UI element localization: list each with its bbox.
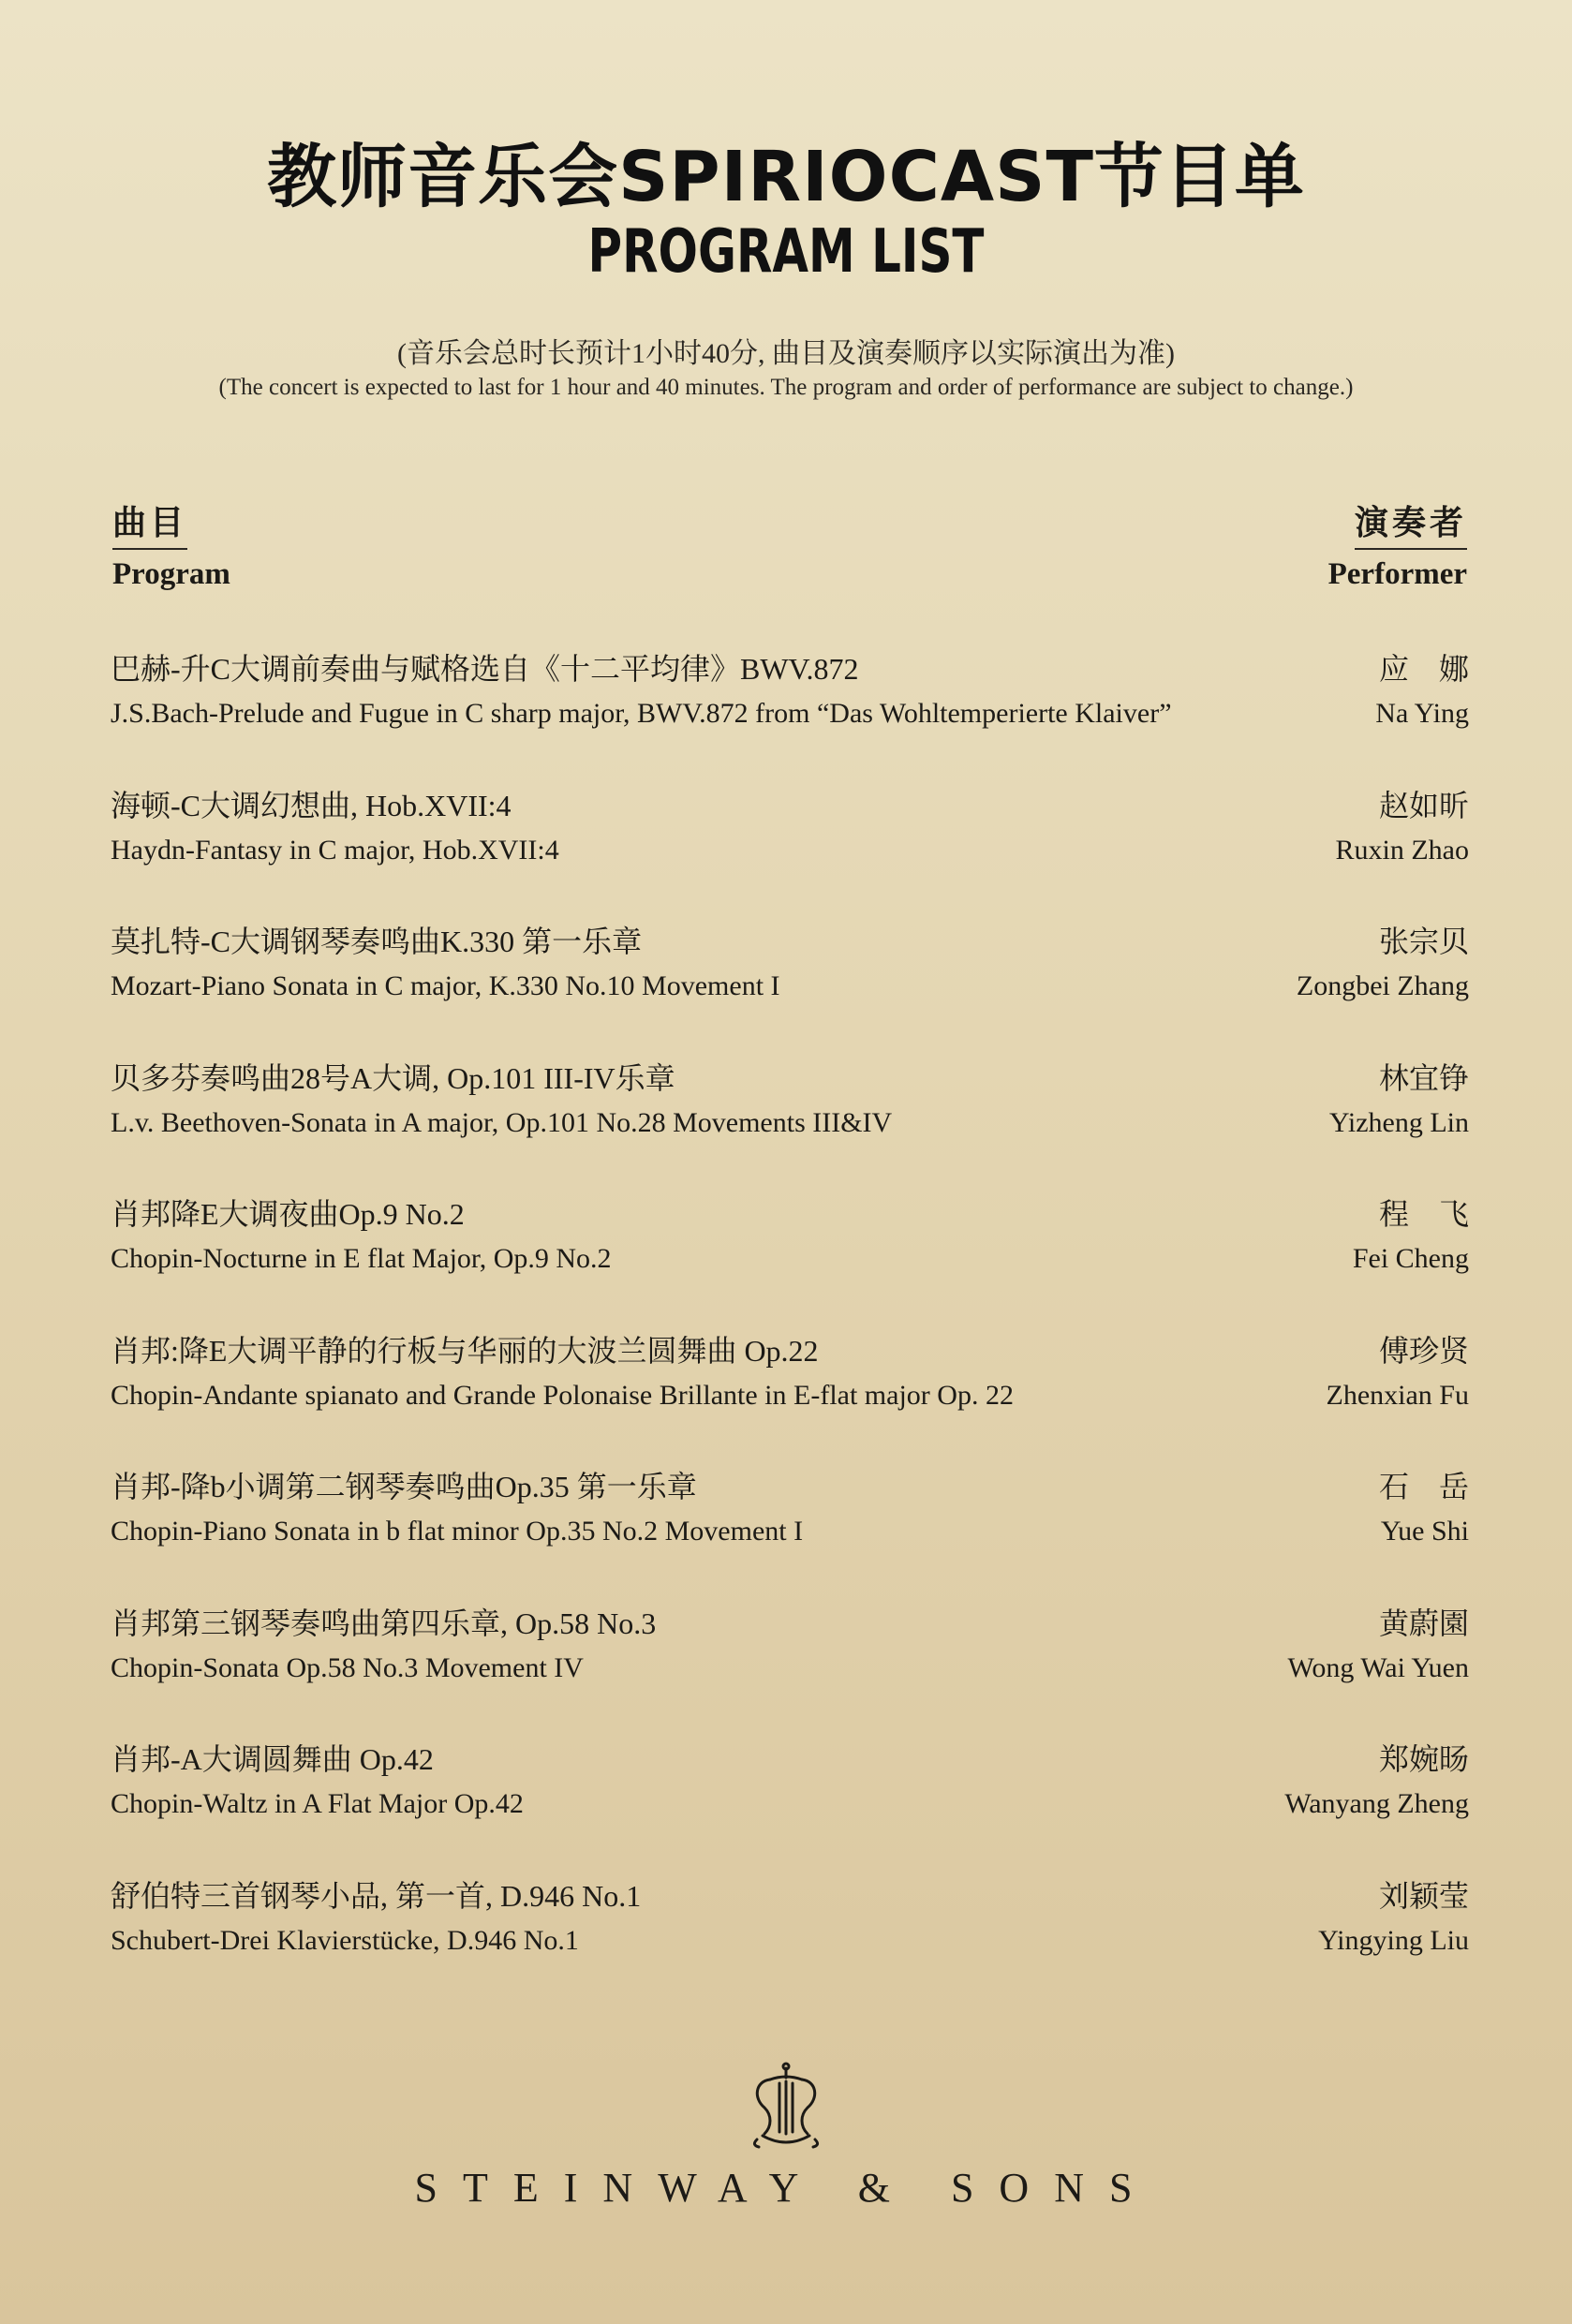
performer-name-english: Na Ying (1375, 698, 1469, 729)
title-english: PROGRAM LIST (587, 217, 985, 287)
performer-name-english: Ruxin Zhao (1335, 834, 1469, 866)
performer-name-chinese: 应 娜 (1378, 652, 1469, 686)
performer-name-english: Fei Cheng (1352, 1243, 1469, 1274)
performer-name-chinese: 赵如昕 (1378, 788, 1469, 822)
program-title-english: Chopin-Andante spianato and Grande Polonaise Brillante in E-flat major Op. 22 (111, 1379, 1014, 1411)
program-title-chinese: 贝多芬奏鸣曲28号A大调, Op.101 III-IV乐章 (111, 1060, 675, 1095)
program-title-english: Haydn-Fantasy in C major, Hob.XVII:4 (111, 834, 559, 866)
program-header-chinese: 曲目 (112, 496, 187, 550)
program-item (111, 1056, 1469, 1192)
program-title-chinese: 肖邦降E大调夜曲Op.9 No.2 (111, 1197, 465, 1231)
performer-name-chinese: 刘颖莹 (1378, 1878, 1469, 1913)
program-item (111, 1464, 1469, 1601)
duration-note-chinese: (音乐会总时长预计1小时40分, 曲目及演奏顺序以实际演出为准) (397, 338, 1175, 369)
program-item (111, 1601, 1469, 1738)
performer-header-english: Performer (1327, 557, 1467, 591)
performer-name-english: Yizheng Lin (1328, 1106, 1469, 1138)
program-item (111, 919, 1469, 1056)
performer-header-chinese: 演奏者 (1355, 496, 1467, 550)
program-item (111, 1737, 1469, 1873)
brand-wordmark: STEINWAY & SONS (414, 2165, 1158, 2211)
program-item (111, 646, 1469, 783)
program-title-chinese: 巴赫-升C大调前奏曲与赋格选自《十二平均律》BWV.872 (111, 652, 859, 686)
program-title-chinese: 舒伯特三首钢琴小品, 第一首, D.946 No.1 (111, 1878, 642, 1913)
performer-name-english: Wanyang Zheng (1284, 1788, 1469, 1819)
performer-name-english: Wong Wai Yuen (1287, 1651, 1469, 1683)
lyre-icon (744, 2061, 828, 2155)
program-title-english: Chopin-Sonata Op.58 No.3 Movement IV (111, 1651, 584, 1683)
program-title-chinese: 肖邦第三钢琴奏鸣曲第四乐章, Op.58 No.3 (111, 1606, 657, 1640)
performer-name-english: Yingying Liu (1318, 1924, 1469, 1956)
performer-column-header (1328, 496, 1467, 592)
title-chinese: 教师音乐会SPIRIOCAST节目单 (267, 137, 1305, 217)
program-title-chinese: 肖邦:降E大调平静的行板与华丽的大波兰圆舞曲 Op.22 (111, 1333, 819, 1368)
program-title-english: Schubert-Drei Klavierstücke, D.946 No.1 (111, 1924, 579, 1956)
performer-name-chinese: 郑婉旸 (1378, 1742, 1469, 1776)
program-title-chinese: 肖邦-降b小调第二钢琴奏鸣曲Op.35 第一乐章 (111, 1470, 697, 1503)
program-title-chinese: 莫扎特-C大调钢琴奏鸣曲K.330 第一乐章 (111, 925, 643, 958)
program-list (111, 646, 1469, 2009)
program-item (111, 783, 1469, 920)
steinway-logo (0, 2061, 1572, 2155)
program-title-english: Chopin-Piano Sonata in b flat minor Op.35 No.2 Movement I (111, 1516, 804, 1547)
program-title-chinese: 海顿-C大调幻想曲, Hob.XVII:4 (111, 788, 512, 822)
performer-name-chinese: 程 飞 (1378, 1197, 1469, 1231)
duration-note-english: (The concert is expected to last for 1 hour and 40 minutes. The program and order of performance are subject to change.) (218, 375, 1354, 400)
program-title-english: Chopin-Waltz in A Flat Major Op.42 (111, 1788, 524, 1819)
program-title-chinese: 肖邦-A大调圆舞曲 Op.42 (111, 1742, 434, 1776)
program-title-english: Chopin-Nocturne in E flat Major, Op.9 No.2 (111, 1243, 612, 1274)
program-item (111, 1192, 1469, 1328)
performer-name-english: Zhenxian Fu (1326, 1379, 1469, 1411)
performer-name-chinese: 石 岳 (1378, 1470, 1469, 1503)
performer-name-chinese: 傅珍贤 (1378, 1333, 1469, 1368)
program-header-english: Program (112, 557, 230, 591)
performer-name-chinese: 张宗贝 (1378, 925, 1469, 958)
program-title-english: Mozart-Piano Sonata in C major, K.330 No.10 Movement I (111, 970, 780, 1001)
performer-name-chinese: 林宜铮 (1378, 1060, 1469, 1095)
performer-name-english: Zongbei Zhang (1296, 970, 1469, 1001)
performer-name-chinese: 黄蔚園 (1378, 1606, 1469, 1640)
program-title-english: J.S.Bach-Prelude and Fugue in C sharp major, BWV.872 from “Das Wohltemperierte Klaiver” (111, 698, 1172, 729)
program-title-english: L.v. Beethoven-Sonata in A major, Op.101 No.28 Movements III&IV (111, 1106, 893, 1138)
performer-name-english: Yue Shi (1380, 1516, 1469, 1547)
program-column-header (112, 496, 230, 592)
program-item (111, 1873, 1469, 2010)
program-item (111, 1328, 1469, 1465)
